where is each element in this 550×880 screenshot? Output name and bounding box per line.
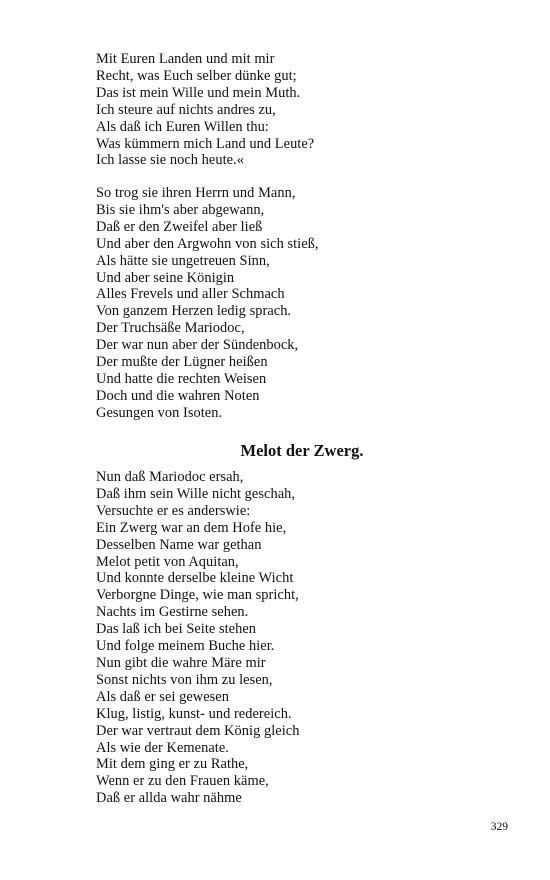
poem-stanza bbox=[96, 51, 516, 169]
verse-line: Was kümmern mich Land und Leute? bbox=[96, 135, 315, 152]
verse-line: Als hätte sie ungetreuen Sinn, bbox=[96, 252, 270, 269]
verse-line: Recht, was Euch selber dünke gut; bbox=[96, 67, 297, 84]
page-number: 329 bbox=[490, 821, 508, 833]
verse-line: Als wie der Kemenate. bbox=[96, 739, 229, 756]
verse-line: Verborgne Dinge, wie man spricht, bbox=[96, 587, 299, 604]
verse-line: Desselben Name war gethan bbox=[96, 536, 262, 553]
verse-line: Nun gibt die wahre Märe mir bbox=[96, 654, 266, 671]
verse-line: Der Truchsäße Mariodoc, bbox=[96, 320, 245, 337]
verse-line: Sonst nichts von ihm zu lesen, bbox=[96, 671, 273, 688]
verse-line: Der war vertraut dem König gleich bbox=[96, 722, 300, 739]
verse-line: Wenn er zu den Frauen käme, bbox=[96, 773, 269, 790]
verse-line: Doch und die wahren Noten bbox=[96, 387, 260, 404]
verse-line: Daß ihm sein Wille nicht geschah, bbox=[96, 485, 296, 502]
verse-line: Der war nun aber der Sündenbock, bbox=[96, 337, 299, 354]
verse-line: Nachts im Gestirne sehen. bbox=[96, 604, 249, 621]
verse-line: Das ist mein Wille und mein Muth. bbox=[96, 84, 301, 101]
verse-line: Gesungen von Isoten. bbox=[96, 404, 223, 421]
verse-line: Das laß ich bei Seite stehen bbox=[96, 621, 257, 638]
verse-line: So trog sie ihren Herrn und Mann, bbox=[96, 185, 296, 201]
verse-line: Von ganzem Herzen ledig sprach. bbox=[96, 303, 292, 320]
verse-line: Als daß ich Euren Willen thu: bbox=[96, 118, 269, 135]
verse-line: Und aber den Argwohn von sich stieß, bbox=[96, 235, 319, 252]
poem-stanza bbox=[96, 469, 516, 807]
verse-line: Der mußte der Lügner heißen bbox=[96, 354, 268, 371]
verse-line: Ich steure auf nichts andres zu, bbox=[96, 101, 276, 118]
verse-line: Und hatte die rechten Weisen bbox=[96, 370, 267, 387]
section-heading: Melot der Zwerg. bbox=[240, 441, 364, 460]
verse-line: Und konnte derselbe kleine Wicht bbox=[96, 570, 294, 587]
verse-line: Mit dem ging er zu Rathe, bbox=[96, 756, 249, 773]
verse-line: Und aber seine Königin bbox=[96, 269, 235, 286]
poem-stanza bbox=[96, 185, 516, 422]
verse-line: Daß er allda wahr nähme bbox=[96, 790, 242, 807]
verse-line: Klug, listig, kunst- und redereich. bbox=[96, 705, 292, 722]
verse-line: Und folge meinem Buche hier. bbox=[96, 638, 275, 655]
verse-line: Nun daß Mariodoc ersah, bbox=[96, 469, 244, 485]
verse-line: Ein Zwerg war an dem Hofe hie, bbox=[96, 519, 287, 536]
verse-line: Bis sie ihm's aber abgewann, bbox=[96, 201, 265, 218]
verse-line: Versuchte er es anderswie: bbox=[96, 502, 251, 519]
verse-line: Melot petit von Aquitan, bbox=[96, 553, 239, 570]
verse-line: Als daß er sei gewesen bbox=[96, 688, 229, 705]
verse-line: Alles Frevels und aller Schmach bbox=[96, 286, 285, 303]
verse-line: Daß er den Zweifel aber ließ bbox=[96, 218, 263, 235]
verse-line: Mit Euren Landen und mit mir bbox=[96, 51, 275, 67]
verse-line: Ich lasse sie noch heute.« bbox=[96, 152, 244, 169]
